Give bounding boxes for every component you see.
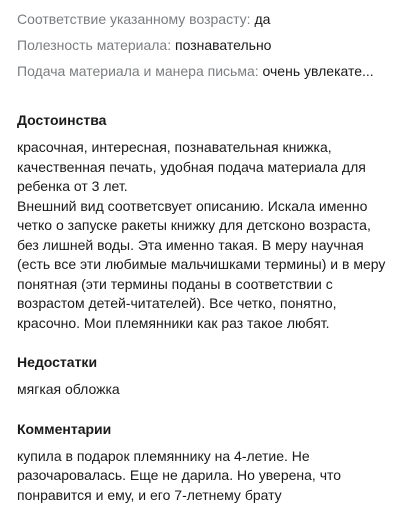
section-pros [17, 111, 393, 333]
attribute-writing-style [17, 61, 393, 81]
attribute-usefulness [17, 35, 393, 55]
section-cons [17, 353, 393, 400]
section-title-comments: Комментарии [17, 420, 393, 438]
section-body-comments: купила в подарок племяннику на 4-летие. Не разочаровалась. Еще не дарила. Но уверена, что понравится и ему, и его 7-летнему брату [17, 447, 393, 505]
section-title-pros: Достоинства [17, 111, 393, 129]
section-comments [17, 420, 393, 505]
section-body-cons: мягкая обложка [17, 380, 393, 400]
attribute-label: Полезность материала: [17, 37, 175, 53]
section-title-cons: Недостатки [17, 353, 393, 371]
attribute-value: познавательно [175, 37, 271, 53]
attribute-age-match [17, 9, 393, 29]
attribute-label: Подача материала и манера письма: [17, 63, 263, 79]
attribute-value: да [254, 11, 270, 27]
attribute-value: очень увлекате... [263, 63, 374, 79]
review-content [17, 9, 393, 505]
attribute-label: Соответствие указанному возрасту: [17, 11, 254, 27]
section-body-pros: красочная, интересная, познавательная книжка, качественная печать, удобная подача материала для ребенка от 3 лет. Внешний вид соответсвует описанию. Искала именно четко о запуске ракеты книжку для детсконо возраста, без лишней воды. Эта именно такая. В меру научная (есть все эти любимые мальчишками термины) и в меру понятная (эти термины поданы в соответствии с возрастом детей-читателей). Все четко, понятно, красочно. Мои племянники как раз такое любят. [17, 138, 393, 333]
